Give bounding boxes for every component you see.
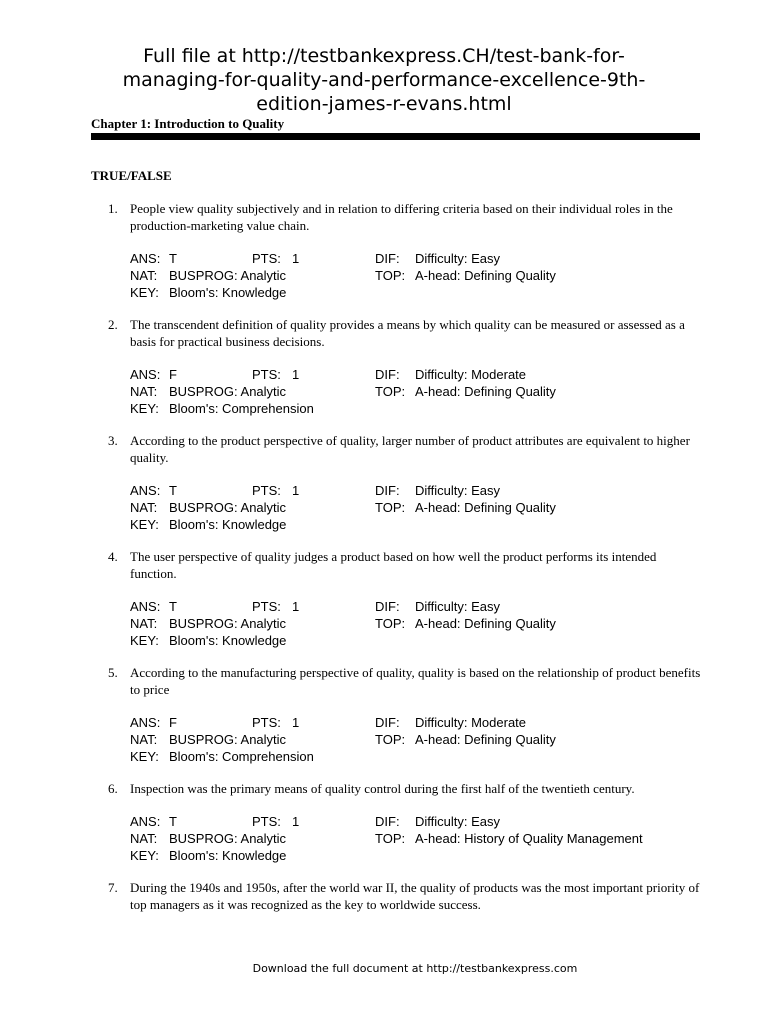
question-row: [91, 548, 703, 582]
pts-value: 1: [292, 367, 300, 382]
banner-line-1: Full file at http://testbankexpress.CH/test-bank-for-: [143, 45, 625, 67]
pts-label: PTS:: [252, 599, 281, 614]
key-value: Bloom's: Knowledge: [169, 285, 287, 300]
question-text: The user perspective of quality judges a product based on how well the product performs its intended function.: [130, 549, 657, 581]
pts-value: 1: [292, 483, 300, 498]
metadata-row: [130, 847, 703, 864]
metadata-row: [130, 482, 703, 499]
nat-value: BUSPROG: Analytic: [169, 500, 287, 515]
metadata-row: [130, 383, 703, 400]
key-value: Bloom's: Knowledge: [169, 633, 287, 648]
question-number: 1.: [108, 201, 118, 216]
dif-label: DIF:: [375, 251, 400, 266]
nat-value: BUSPROG: Analytic: [169, 616, 287, 631]
pts-value: 1: [292, 715, 300, 730]
section-title: TRUE/FALSE: [91, 168, 172, 183]
dif-label: DIF:: [375, 814, 400, 829]
question-row: [91, 664, 703, 698]
metadata-row: [130, 598, 703, 615]
ans-label: ANS:: [130, 599, 161, 614]
pts-value: 1: [292, 251, 300, 266]
question-list: [91, 200, 703, 928]
question-number: 2.: [108, 317, 118, 332]
pts-label: PTS:: [252, 715, 281, 730]
key-label: KEY:: [130, 517, 159, 532]
metadata-row: [130, 830, 703, 847]
dif-value: Difficulty: Easy: [415, 483, 501, 498]
pts-label: PTS:: [252, 367, 281, 382]
top-value: A-head: Defining Quality: [415, 500, 556, 515]
dif-value: Difficulty: Moderate: [415, 367, 527, 382]
key-value: Bloom's: Knowledge: [169, 517, 287, 532]
key-label: KEY:: [130, 848, 159, 863]
question-item: [91, 316, 703, 417]
pts-label: PTS:: [252, 483, 281, 498]
top-value: A-head: Defining Quality: [415, 732, 556, 747]
question-item: [91, 548, 703, 649]
metadata-row: [130, 632, 703, 649]
question-text: The transcendent definition of quality provides a means by which quality can be measured or assessed as a basis for practical business decisions.: [130, 317, 685, 349]
metadata-row: [130, 615, 703, 632]
top-value: A-head: History of Quality Management: [415, 831, 643, 846]
ans-label: ANS:: [130, 367, 161, 382]
question-number: 7.: [108, 880, 118, 895]
top-value: A-head: Defining Quality: [415, 268, 556, 283]
ans-label: ANS:: [130, 483, 161, 498]
ans-label: ANS:: [130, 814, 161, 829]
question-item: [91, 432, 703, 533]
metadata-row: [130, 284, 703, 301]
dif-label: DIF:: [375, 367, 400, 382]
ans-label: ANS:: [130, 715, 161, 730]
metadata-row: [130, 250, 703, 267]
nat-value: BUSPROG: Analytic: [169, 268, 287, 283]
dif-value: Difficulty: Moderate: [415, 715, 527, 730]
answer-metadata: [91, 714, 703, 765]
nat-label: NAT:: [130, 616, 158, 631]
answer-metadata: [91, 250, 703, 301]
nat-value: BUSPROG: Analytic: [169, 384, 287, 399]
question-row: [91, 879, 703, 913]
metadata-row: [130, 714, 703, 731]
dif-label: DIF:: [375, 599, 400, 614]
dif-label: DIF:: [375, 483, 400, 498]
metadata-row: [130, 267, 703, 284]
pts-value: 1: [292, 599, 300, 614]
nat-label: NAT:: [130, 831, 158, 846]
answer-metadata: [91, 366, 703, 417]
pts-label: PTS:: [252, 814, 281, 829]
dif-label: DIF:: [375, 715, 400, 730]
question-row: [91, 200, 703, 234]
nat-value: BUSPROG: Analytic: [169, 831, 287, 846]
metadata-row: [130, 499, 703, 516]
nat-label: NAT:: [130, 384, 158, 399]
question-text: According to the product perspective of quality, larger number of product attributes are equivalent to higher quality.: [130, 433, 690, 465]
ans-value: T: [169, 251, 177, 266]
header-rule: [91, 133, 700, 140]
nat-value: BUSPROG: Analytic: [169, 732, 287, 747]
answer-metadata: [91, 482, 703, 533]
banner-line-2: managing-for-quality-and-performance-excellence-9th-: [122, 69, 646, 91]
download-banner[interactable]: [0, 44, 768, 116]
question-row: [91, 780, 703, 797]
top-label: TOP:: [375, 616, 406, 631]
top-label: TOP:: [375, 268, 406, 283]
nat-label: NAT:: [130, 268, 158, 283]
ans-value: F: [169, 367, 177, 382]
key-label: KEY:: [130, 749, 159, 764]
answer-metadata: [91, 813, 703, 864]
key-value: Bloom's: Knowledge: [169, 848, 287, 863]
pts-value: 1: [292, 814, 300, 829]
pts-label: PTS:: [252, 251, 281, 266]
question-row: [91, 316, 703, 350]
answer-metadata: [91, 598, 703, 649]
ans-value: T: [169, 483, 177, 498]
key-label: KEY:: [130, 285, 159, 300]
top-value: A-head: Defining Quality: [415, 616, 556, 631]
question-item: [91, 200, 703, 301]
question-number: 6.: [108, 781, 118, 796]
ans-label: ANS:: [130, 251, 161, 266]
metadata-row: [130, 731, 703, 748]
dif-value: Difficulty: Easy: [415, 814, 501, 829]
question-text: During the 1940s and 1950s, after the world war II, the quality of products was the most important priority of top managers as it was recognized as the key to worldwide success.: [130, 880, 700, 912]
nat-label: NAT:: [130, 732, 158, 747]
question-number: 4.: [108, 549, 118, 564]
ans-value: F: [169, 715, 177, 730]
key-value: Bloom's: Comprehension: [169, 401, 314, 416]
question-text: People view quality subjectively and in relation to differing criteria based on their individual roles in the production-marketing value chain.: [130, 201, 673, 233]
nat-label: NAT:: [130, 500, 158, 515]
top-label: TOP:: [375, 384, 406, 399]
question-text: According to the manufacturing perspective of quality, quality is based on the relationship of product benefits to price: [130, 665, 701, 697]
metadata-row: [130, 400, 703, 417]
banner-line-3: edition-james-r-evans.html: [256, 93, 512, 115]
key-label: KEY:: [130, 401, 159, 416]
metadata-row: [130, 366, 703, 383]
key-label: KEY:: [130, 633, 159, 648]
question-item: [91, 879, 703, 913]
dif-value: Difficulty: Easy: [415, 599, 501, 614]
question-number: 5.: [108, 665, 118, 680]
ans-value: T: [169, 814, 177, 829]
question-item: [91, 780, 703, 864]
metadata-row: [130, 748, 703, 765]
question-row: [91, 432, 703, 466]
question-number: 3.: [108, 433, 118, 448]
chapter-title: Chapter 1: Introduction to Quality: [91, 116, 285, 131]
top-label: TOP:: [375, 500, 406, 515]
footer-download-text: Download the full document at http://testbankexpress.com: [252, 962, 578, 975]
top-label: TOP:: [375, 732, 406, 747]
question-item: [91, 664, 703, 765]
question-text: Inspection was the primary means of quality control during the first half of the twentieth century.: [130, 781, 635, 796]
ans-value: T: [169, 599, 177, 614]
metadata-row: [130, 516, 703, 533]
dif-value: Difficulty: Easy: [415, 251, 501, 266]
top-value: A-head: Defining Quality: [415, 384, 556, 399]
top-label: TOP:: [375, 831, 406, 846]
metadata-row: [130, 813, 703, 830]
key-value: Bloom's: Comprehension: [169, 749, 314, 764]
